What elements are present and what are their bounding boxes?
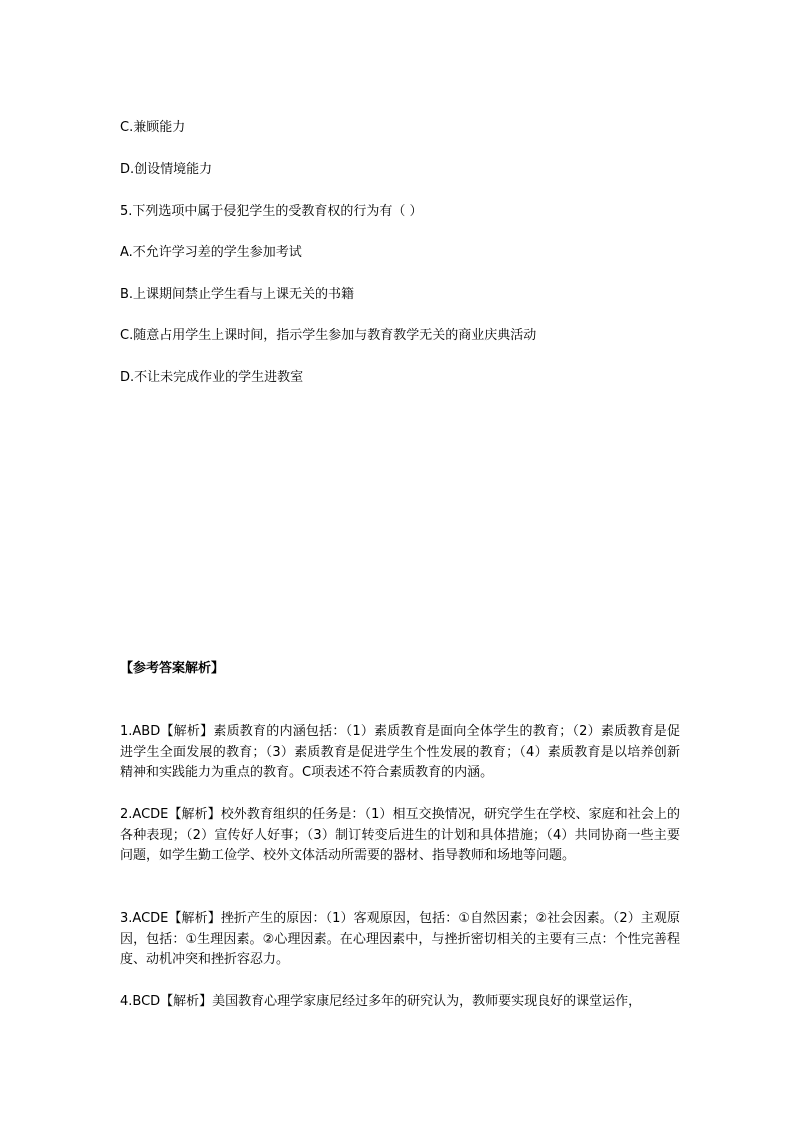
answer-3: 3.ACDE【解析】挫折产生的原因：（1）客观原因，包括：①自然因素；②社会因素。（2）主观原因，包括：①生理因素。②心理因素。在心理因素中，与挫折密切相关的主要有三点：个性完善程度、动机冲突和挫折容忍力。 [120, 911, 680, 967]
option-d-previous: D.创设情境能力 [120, 162, 213, 177]
answers-heading: 【参考答案解析】 [120, 661, 225, 676]
question-5-option-c: C.随意占用学生上课时间，指示学生参加与教育教学无关的商业庆典活动 [120, 328, 537, 343]
question-5-stem: 5.下列选项中属于侵犯学生的受教育权的行为有（ ） [120, 204, 423, 219]
question-5-option-a: A.不允许学习差的学生参加考试 [120, 245, 302, 260]
answer-1: 1.ABD【解析】素质教育的内涵包括：（1）素质教育是面向全体学生的教育；（2）素质教育是促进学生全面发展的教育；（3）素质教育是促进学生个性发展的教育；（4）素质教育是以培养创新精神和实践能力为重点的教育。C项表述不符合素质教育的内涵。 [120, 724, 680, 780]
option-c-previous: C.兼顾能力 [120, 120, 186, 135]
answer-2: 2.ACDE【解析】校外教育组织的任务是：（1）相互交换情况，研究学生在学校、家庭和社会上的各种表现；（2）宣传好人好事；（3）制订转变后进生的计划和具体措施；（4）共同协商一些主要问题，如学生勤工俭学、校外文体活动所需要的器材、指导教师和场地等问题。 [120, 807, 680, 863]
question-5-option-d: D.不让未完成作业的学生进教室 [120, 370, 304, 385]
answer-4: 4.BCD【解析】美国教育心理学家康尼经过多年的研究认为，教师要实现良好的课堂运作， [120, 994, 642, 1009]
question-5-option-b: B.上课期间禁止学生看与上课无关的书籍 [120, 287, 355, 302]
